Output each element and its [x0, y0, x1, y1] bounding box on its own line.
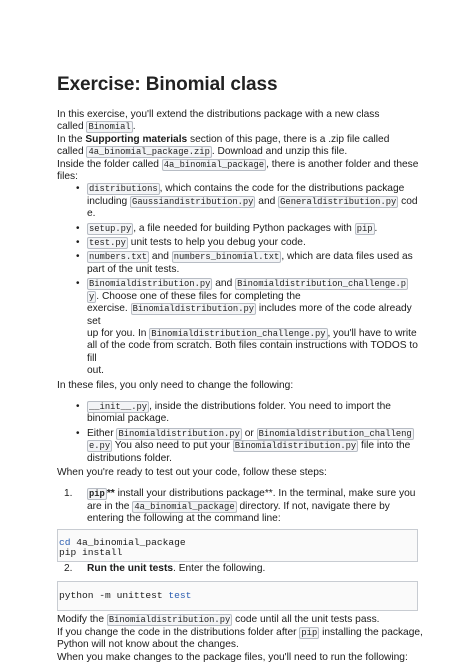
inline-code: Binomialdistribution.py — [234, 441, 357, 452]
inline-code: Binomialdistribution.py — [89, 279, 211, 290]
item-text: part of the unit tests. — [87, 263, 180, 275]
code-block-install[interactable] — [57, 529, 418, 563]
code-command: python -m unittest — [59, 589, 169, 601]
list-item — [87, 278, 425, 377]
item-text: Either — [87, 427, 117, 439]
item-text: including — [87, 195, 131, 207]
item-text: or — [241, 427, 257, 439]
item-text: includes more of the code already set — [87, 303, 412, 327]
inline-code: numbers.txt — [89, 252, 148, 263]
item-text: are in the — [87, 500, 133, 512]
outro-text: Python will not know about the changes. — [57, 639, 239, 651]
code-argument: test — [168, 589, 192, 601]
intro-text: section of this page, there is a .zip file called — [187, 133, 390, 145]
item-text: distributions folder. — [87, 452, 172, 464]
inline-code: test.py — [89, 238, 126, 249]
item-text: . Choose one of these files for completing the — [96, 290, 301, 302]
inline-code: e.py — [89, 441, 111, 452]
intro-text: Inside the folder called — [57, 158, 162, 170]
item-text: entering the following at the command line: — [87, 513, 281, 525]
intro-text: . Download and unzip this file. — [211, 146, 348, 158]
steps-list — [57, 488, 425, 525]
item-text: up for you. In — [87, 327, 150, 339]
list-item — [87, 237, 425, 249]
inline-code: setup.py — [89, 223, 132, 234]
intro-line: In this exercise, you'll extend the distributions package with a new class — [57, 109, 380, 120]
inline-code: __init__.py — [89, 401, 148, 412]
item-text: e. — [87, 208, 96, 220]
intro-text: called — [57, 146, 87, 158]
item-text: You also need to put your — [112, 440, 233, 452]
item-text: exercise. — [87, 303, 131, 315]
item-text: . Enter the following. — [173, 563, 266, 575]
code-command: cd — [59, 536, 71, 548]
step-item — [64, 563, 425, 575]
intro-text: In the — [57, 133, 86, 145]
inline-code: Binomialdistribution.py — [118, 428, 240, 439]
list-item — [87, 223, 425, 235]
item-text: , a file needed for building Python packages with — [133, 222, 355, 234]
item-text: , which are data files used as — [281, 251, 413, 263]
inline-code: Binomialdistribution.py — [108, 615, 231, 626]
list-item — [87, 251, 425, 276]
steps-intro: When you're ready to test out your code, follow these steps: — [57, 466, 327, 478]
inline-code: pip — [356, 223, 373, 234]
intro-paragraph — [57, 109, 425, 183]
inline-code: Binomialdistribution_challenge.py — [151, 328, 326, 339]
outro-text: When you make changes to the package files, you'll need to run the following: — [57, 651, 408, 663]
list-item — [87, 428, 425, 465]
intro-text: . — [132, 121, 136, 133]
intro-text: , there is another folder and these files: — [57, 158, 419, 183]
outro-paragraph — [57, 614, 425, 664]
inline-code: Binomial — [88, 122, 131, 133]
item-text: , inside the distributions folder. You need to import the — [149, 400, 391, 412]
step-number: 2. — [64, 563, 73, 575]
inline-code: Binomialdistribution_challeng — [258, 428, 412, 439]
inline-code: 4a_binomial_package.zip — [88, 147, 210, 158]
list-item — [87, 401, 425, 426]
code-argument: 4a_binomial_package — [70, 536, 186, 548]
inline-code: 4a_binomial_package — [134, 501, 235, 512]
outro-text: installing the package, — [319, 626, 423, 638]
item-text: . — [374, 222, 378, 234]
bold-text: ** — [106, 488, 115, 500]
intro-text: called — [57, 121, 87, 133]
bold-text: Supporting materials — [85, 133, 188, 145]
item-text: file into the — [358, 440, 411, 452]
item-text: , which contains the code for the distributions package — [159, 183, 405, 195]
item-text: all of the code from scratch. Both files contain instructions with TODOS to fill — [87, 340, 418, 364]
item-text: , you'll have to write — [327, 327, 417, 339]
inline-code: pip — [301, 627, 318, 638]
inline-code: Generaldistribution.py — [280, 196, 397, 207]
inline-code: 4a_binomial_package — [163, 159, 265, 170]
bold-text: Run the unit tests — [87, 563, 174, 575]
outro-text: Modify the — [57, 614, 107, 626]
item-text: out. — [87, 365, 104, 377]
inline-code: pip — [89, 489, 105, 500]
inline-code: Binomialdistribution.py — [132, 304, 255, 315]
page-title: Exercise: Binomial class — [57, 74, 278, 95]
list-item — [87, 183, 425, 220]
inline-code: numbers_binomial.txt — [173, 252, 280, 263]
outro-text: code until all the unit tests pass. — [232, 614, 380, 626]
step-item — [64, 488, 425, 525]
document-content — [57, 74, 425, 664]
item-text: install your distributions package**. In the terminal, make sure you — [114, 488, 416, 500]
change-intro: In these files, you only need to change the following: — [57, 379, 294, 391]
changes-list — [57, 401, 425, 465]
code-block-test[interactable] — [57, 581, 418, 612]
inline-code: distributions — [89, 184, 158, 195]
outro-text: If you change the code in the distributions folder after — [57, 626, 300, 638]
item-text: directory. If not, navigate there by — [236, 500, 390, 512]
item-text: binomial package. — [87, 413, 170, 425]
item-text: unit tests to help you debug your code. — [127, 237, 306, 249]
item-text: cod — [398, 195, 418, 207]
inline-code: Binomialdistribution_challenge.p — [237, 279, 407, 290]
files-list — [57, 183, 425, 377]
inline-code: Gaussiandistribution.py — [132, 196, 254, 207]
item-text: and — [149, 251, 172, 263]
step-number: 1. — [64, 488, 73, 500]
item-text: and — [212, 278, 236, 290]
inline-code: y — [89, 291, 95, 302]
item-text: and — [255, 195, 279, 207]
code-line: pip install — [59, 547, 123, 559]
steps-list-2 — [57, 563, 425, 575]
